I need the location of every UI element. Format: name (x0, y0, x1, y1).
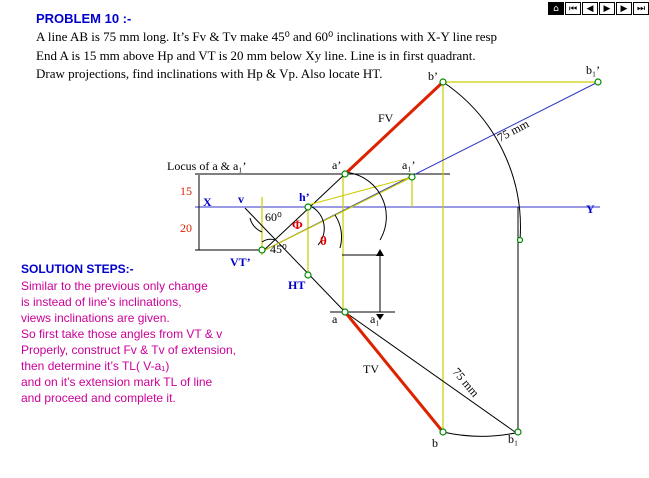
point-vt (259, 247, 265, 253)
solution-step-1: Similar to the previous only change (21, 279, 208, 293)
tv-line (345, 312, 443, 432)
vt-a1-line (265, 177, 412, 250)
home-button[interactable]: ⌂ (548, 2, 564, 15)
a-label: a (332, 312, 338, 326)
solution-step-8: and proceed and complete it. (21, 391, 176, 405)
point-a (342, 309, 348, 315)
h-a1-line (308, 177, 412, 205)
last-button[interactable]: ⏭ (633, 2, 649, 15)
solution-title: SOLUTION STEPS:- (21, 262, 134, 276)
tl-arc-upper (443, 82, 520, 240)
point-b (440, 429, 446, 435)
a-prime-label: a’ (332, 158, 342, 172)
locus-label: Locus of a & a₁’ (167, 159, 247, 173)
y-label: Y (586, 202, 595, 216)
dim-15-label: 15 (180, 184, 192, 198)
v-label: v (238, 192, 244, 206)
problem-line-2: End A is 15 mm above Hp and VT is 20 mm below Xy line. Line is in first quadrant. (36, 48, 476, 63)
solution-step-3: views inclinations are given. (21, 311, 170, 325)
h-prime-label: h’ (299, 190, 310, 204)
vt-label: VT’ (230, 255, 251, 269)
theta-arc (335, 215, 342, 248)
next-button[interactable]: ▶ (616, 2, 632, 15)
b1-prime-label: b₁’ (586, 63, 601, 77)
problem-title: PROBLEM 10 :- (36, 11, 132, 26)
angle-60-label: 60⁰ (265, 210, 282, 224)
tl-upper-label: 75 mm (494, 116, 532, 145)
point-b1-prime (595, 79, 601, 85)
prev-button[interactable]: ◀ (582, 2, 598, 15)
arc-end-point (518, 238, 523, 243)
a1-prime-label: a₁’ (402, 158, 416, 172)
point-ht (305, 272, 311, 278)
phi-label: Φ (292, 217, 303, 232)
fv-line (345, 82, 443, 174)
x-label: X (203, 195, 212, 209)
b-prime-label: b’ (428, 69, 438, 83)
a1-arc (343, 172, 386, 240)
solution-step-6: then determine it’s TL( V-a₁) (21, 359, 170, 373)
point-a1-prime (409, 174, 415, 180)
point-a-prime (342, 171, 348, 177)
point-h-prime (305, 204, 311, 210)
dim-20-label: 20 (180, 221, 192, 235)
solution-step-7: and on it’s extension mark TL of line (21, 375, 213, 389)
ht-label: HT (288, 278, 306, 292)
b1-label: b₁ (508, 432, 519, 446)
point-b-prime (440, 79, 446, 85)
a1-arrow-up (376, 249, 384, 256)
solution-step-5: Properly, construct Fv & Tv of extension, (21, 343, 236, 357)
angle-45-label: 45⁰ (270, 242, 287, 256)
tl-lower-label: 75 mm (449, 364, 483, 400)
tv-label: TV (363, 362, 379, 376)
solution-step-2: is instead of line’s inclinations, (21, 295, 182, 309)
first-button[interactable]: ⏮ (565, 2, 581, 15)
play-button[interactable]: ▶ (599, 2, 615, 15)
b-label: b (432, 436, 438, 450)
a1-label: a₁ (370, 312, 380, 326)
solution-step-4: So first take those angles from VT & v (21, 327, 223, 341)
problem-line-3: Draw projections, find inclinations with Hp & Vp. Also locate HT. (36, 66, 383, 81)
problem-line-1: A line AB is 75 mm long. It’s Fv & Tv make 45⁰ and 60⁰ inclinations with X-Y line resp (36, 29, 498, 44)
fv-label: FV (378, 111, 394, 125)
theta-label: θ (320, 233, 327, 248)
